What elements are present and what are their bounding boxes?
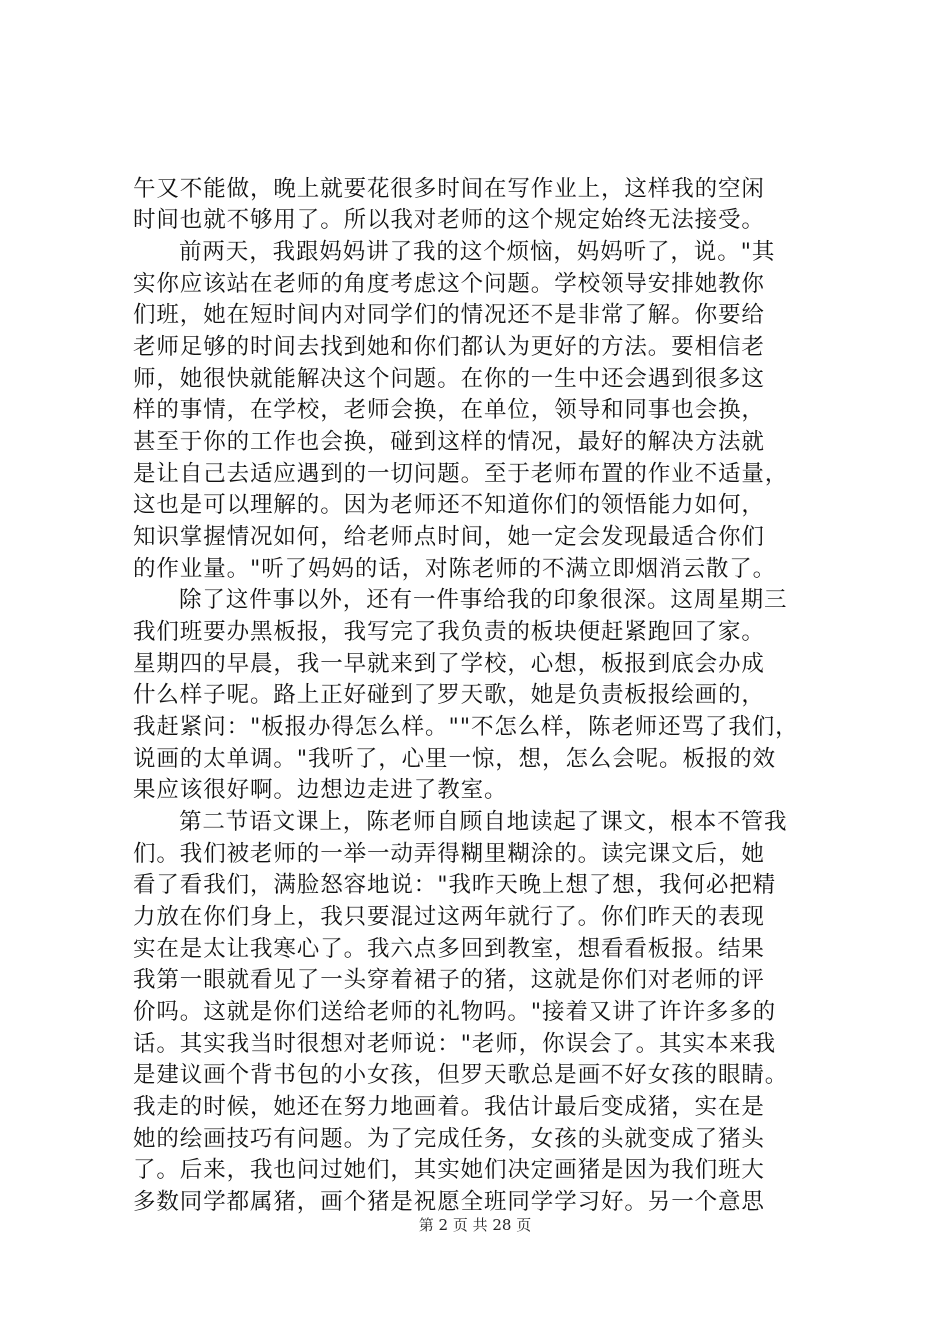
text-line: 知识掌握情况如何，给老师点时间，她一定会发现最适合你们: [133, 524, 765, 550]
text-line: 果应该很好啊。边想边走进了教室。: [133, 777, 508, 803]
text-line: 看了看我们，满脸怒容地说："我昨天晚上想了想，我何必把精: [133, 872, 777, 898]
text-line: 话。其实我当时很想对老师说："老师，你误会了。其实本来我: [133, 1031, 777, 1057]
text-line: 师，她很快就能解决这个问题。在你的一生中还会遇到很多这: [133, 366, 765, 392]
page-number-footer: 第 2 页 共 28 页: [418, 1216, 532, 1234]
text-line: 是建议画个背书包的小女孩，但罗天歌总是画不好女孩的眼睛。: [133, 1062, 789, 1088]
text-line: 样的事情，在学校，老师会换，在单位，领导和同事也会换，: [133, 397, 765, 423]
text-line: 多数同学都属猪，画个猪是祝愿全班同学学习好。另一个意思: [133, 1189, 765, 1215]
text-line: 我们班要办黑板报，我写完了我负责的板块便赶紧跑回了家。: [133, 619, 765, 645]
text-line: 了。后来，我也问过她们，其实她们决定画猪是因为我们班大: [133, 1157, 765, 1183]
text-line: 甚至于你的工作也会换，碰到这样的情况，最好的解决方法就: [133, 429, 765, 455]
text-line: 星期四的早晨，我一早就来到了学校，心想，板报到底会办成: [133, 651, 765, 677]
text-line: 前两天，我跟妈妈讲了我的这个烦恼，妈妈听了，说。"其: [179, 239, 776, 265]
text-line: 是让自己去适应遇到的一切问题。至于老师布置的作业不适量，: [133, 461, 789, 487]
text-line: 老师足够的时间去找到她和你们都认为更好的方法。要相信老: [133, 334, 765, 360]
text-line: 价吗。这就是你们送给老师的礼物吗。"接着又讲了许许多多的: [133, 999, 777, 1025]
text-line: 我第一眼就看见了一头穿着裙子的猪，这就是你们对老师的评: [133, 967, 765, 993]
text-line: 的作业量。"听了妈妈的话，对陈老师的不满立即烟消云散了。: [133, 556, 777, 582]
text-line: 我赶紧问："板报办得怎么样。""不怎么样，陈老师还骂了我们，: [133, 714, 799, 740]
text-line: 们班，她在短时间内对同学们的情况还不是非常了解。你要给: [133, 302, 765, 328]
text-line: 第二节语文课上，陈老师自顾自地读起了课文，根本不管我: [179, 809, 788, 835]
text-line: 什么样子呢。路上正好碰到了罗天歌，她是负责板报绘画的，: [133, 682, 765, 708]
text-line: 这也是可以理解的。因为老师还不知道你们的领悟能力如何，: [133, 492, 765, 518]
text-line: 我走的时候，她还在努力地画着。我估计最后变成猪，实在是: [133, 1094, 765, 1120]
text-line: 她的绘画技巧有问题。为了完成任务，女孩的头就变成了猪头: [133, 1126, 765, 1152]
text-line: 时间也就不够用了。所以我对老师的这个规定始终无法接受。: [133, 207, 765, 233]
text-line: 实在是太让我寒心了。我六点多回到教室，想看看板报。结果: [133, 936, 765, 962]
text-line: 午又不能做，晚上就要花很多时间在写作业上，这样我的空闲: [133, 176, 765, 202]
text-line: 们。我们被老师的一举一动弄得糊里糊涂的。读完课文后，她: [133, 841, 765, 867]
text-line: 力放在你们身上，我只要混过这两年就行了。你们昨天的表现: [133, 904, 765, 930]
text-line: 实你应该站在老师的角度考虑这个问题。学校领导安排她教你: [133, 271, 765, 297]
text-line: 除了这件事以外，还有一件事给我的印象很深。这周星期三: [179, 587, 788, 613]
text-line: 说画的太单调。"我听了，心里一惊，想，怎么会呢。板报的效: [133, 746, 777, 772]
